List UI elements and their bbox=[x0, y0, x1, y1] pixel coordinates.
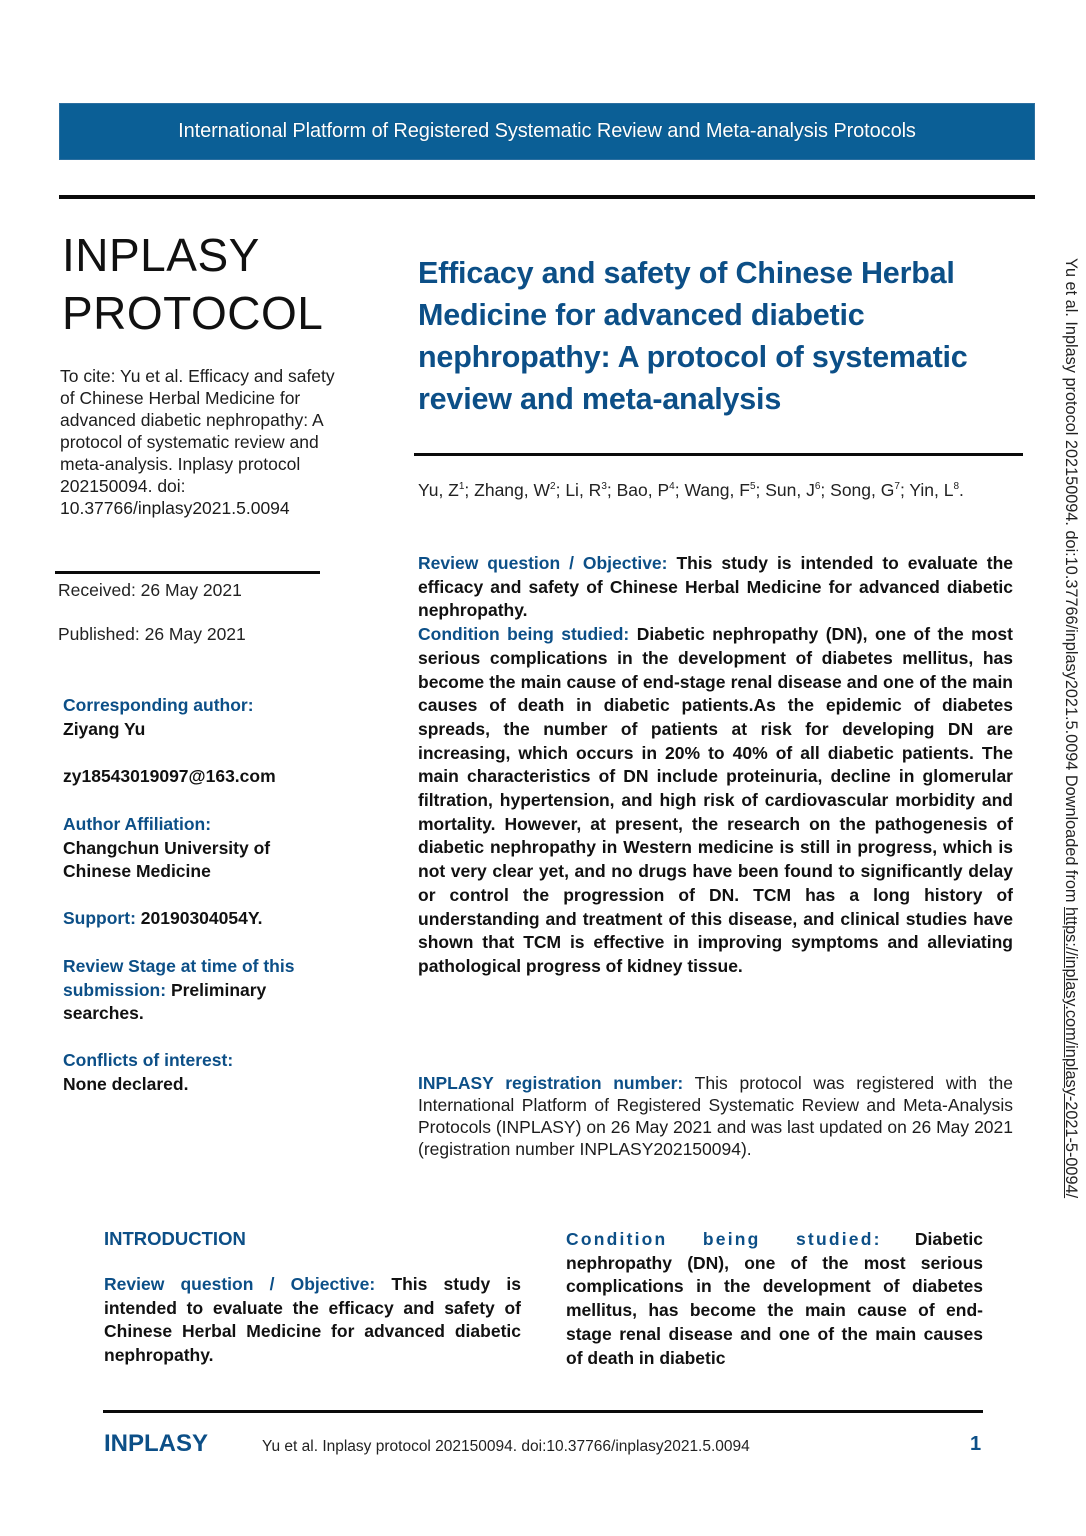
corresponding-author-name: Ziyang Yu bbox=[63, 718, 146, 739]
author-list bbox=[418, 479, 1018, 501]
author-affiliation bbox=[63, 813, 363, 884]
author: Song, $G^7$; bbox=[830, 480, 910, 500]
citation-block: To cite: Yu et al. Efficacy and safety of Chinese Herbal Medicine for advanced diabetic nephropathy: A protocol of systematic review and meta-analysis. Inplasy protocol 202150094. doi: 10.37766/inplasy2021.5.0094 bbox=[60, 366, 335, 518]
margin-download-note bbox=[1056, 258, 1084, 1408]
margin-note-text: Yu et al. Inplasy protocol 202150094. doi:10.37766/inplasy2021.5.0094 Downloaded from bbox=[1062, 258, 1080, 908]
author: Yu, $Z^1$; bbox=[418, 480, 475, 500]
support-value: 20190304054Y. bbox=[140, 908, 263, 928]
footer-citation: Yu et al. Inplasy protocol 202150094. doi:10.37766/inplasy2021.5.0094 bbox=[262, 1438, 750, 1455]
conflicts-value: None declared. bbox=[63, 1073, 189, 1094]
brand-line-2: PROTOCOL bbox=[62, 287, 324, 339]
support-info bbox=[63, 907, 363, 931]
conflicts-of-interest bbox=[63, 1049, 363, 1096]
received-date: Received: 26 May 2021 bbox=[58, 580, 242, 600]
left-divider bbox=[55, 571, 320, 574]
affiliation-label: Author Affiliation: bbox=[63, 814, 212, 834]
banner-text: International Platform of Registered Systematic Review and Meta-analysis Protocols bbox=[178, 120, 916, 142]
review-stage-value: Preliminary searches. bbox=[63, 979, 267, 1023]
footer-brand: INPLASY bbox=[104, 1430, 209, 1457]
introduction-heading: INTRODUCTION bbox=[104, 1228, 246, 1249]
author: Zhang, $W^2$; bbox=[474, 480, 566, 500]
corresponding-author bbox=[63, 694, 363, 741]
registration-label: INPLASY registration number: bbox=[418, 1073, 684, 1093]
published-date: Published: 26 May 2021 bbox=[58, 624, 246, 644]
top-divider bbox=[59, 195, 1035, 199]
corresponding-author-label: Corresponding author: bbox=[63, 695, 254, 715]
affiliation-value: Changchun University of Chinese Medicine bbox=[63, 837, 271, 881]
footer-divider bbox=[103, 1410, 983, 1413]
author: Sun, $J^6$; bbox=[765, 480, 831, 500]
intro-objective-text: This study is intended to evaluate the efficacy and safety of Chinese Herbal Medicine for advanced diabetic nephropathy. bbox=[104, 1274, 521, 1366]
author-email[interactable]: zy18543019097@163.com bbox=[63, 766, 276, 786]
intro-condition-label: Condition being studied: bbox=[566, 1229, 882, 1249]
introduction-condition bbox=[566, 1228, 983, 1370]
abstract-condition bbox=[418, 623, 1013, 979]
review-stage-label: Review Stage at time of this submission: bbox=[63, 956, 295, 1000]
author: Yin, $L^8$. bbox=[909, 480, 964, 500]
condition-label: Condition being studied: bbox=[418, 624, 630, 645]
author: Wang, $F^5$; bbox=[684, 480, 766, 500]
intro-condition-text: Diabetic nephropathy (DN), one of the most serious complications in the development of diabetes mellitus, has become the main cause of end-stage renal disease and one of the main causes of death in diabetic bbox=[566, 1229, 983, 1368]
page-number: 1 bbox=[970, 1433, 982, 1455]
protocol-brand bbox=[62, 226, 323, 342]
brand-line-1: INPLASY bbox=[62, 229, 260, 281]
registration-text: This protocol was registered with the International Platform of Registered Systematic Review and Meta-Analysis Protocols (INPLASY) on 26 May 2021 and was last updated on 26 May 2021 (registration number INPLASY202150094). bbox=[418, 1073, 1013, 1159]
introduction-objective bbox=[104, 1273, 521, 1368]
abstract bbox=[418, 552, 1013, 979]
review-stage bbox=[63, 955, 348, 1026]
objective-label: Review question / Objective: bbox=[418, 553, 668, 573]
article-title: Efficacy and safety of Chinese Herbal Medicine for advanced diabetic nephropathy: A protocol of systematic review and meta-analysis bbox=[418, 256, 968, 416]
intro-objective-label: Review question / Objective: bbox=[104, 1274, 376, 1294]
download-link[interactable]: https://inplasy.com/inplasy-2021-5-0094/ bbox=[1062, 907, 1080, 1199]
title-divider bbox=[414, 453, 1023, 456]
objective-text: This study is intended to evaluate the efficacy and safety of Chinese Herbal Medicine for advanced diabetic nephropathy. bbox=[418, 553, 1013, 621]
abstract-objective bbox=[418, 552, 1013, 623]
author: Bao, $P^4$; bbox=[616, 480, 685, 500]
conflicts-label: Conflicts of interest: bbox=[63, 1050, 234, 1070]
support-label: Support: bbox=[63, 908, 136, 928]
condition-text: Diabetic nephropathy (DN), one of the most serious complications in the development of diabetes mellitus, has become the main cause of end-stage renal disease and one of the main causes of death in diabetic patients.As the epidemic of diabetes spreads, the number of patients at risk for developing DN are increasing, which occurs in 20% to 40% of all diabetic patients. The main characteristics of DN include proteinuria, decline in glomerular filtration, hypertension, and high risk of cardiovascular morbidity and mortality. However, at present, the research on the pathogenesis of diabetic nephropathy in Western medicine is still in progress, which is not very clear yet, and no drugs have been found to significantly delay or control the progression of DN. TCM has a long history of understanding and treatment of this disease, and clinical studies have shown that TCM is effective in improving symptoms and alleviating pathological progress of kidney tissue. bbox=[418, 624, 1013, 976]
platform-banner bbox=[59, 103, 1035, 160]
author: Li, $R^3$; bbox=[565, 480, 617, 500]
registration-info bbox=[418, 1072, 1013, 1160]
